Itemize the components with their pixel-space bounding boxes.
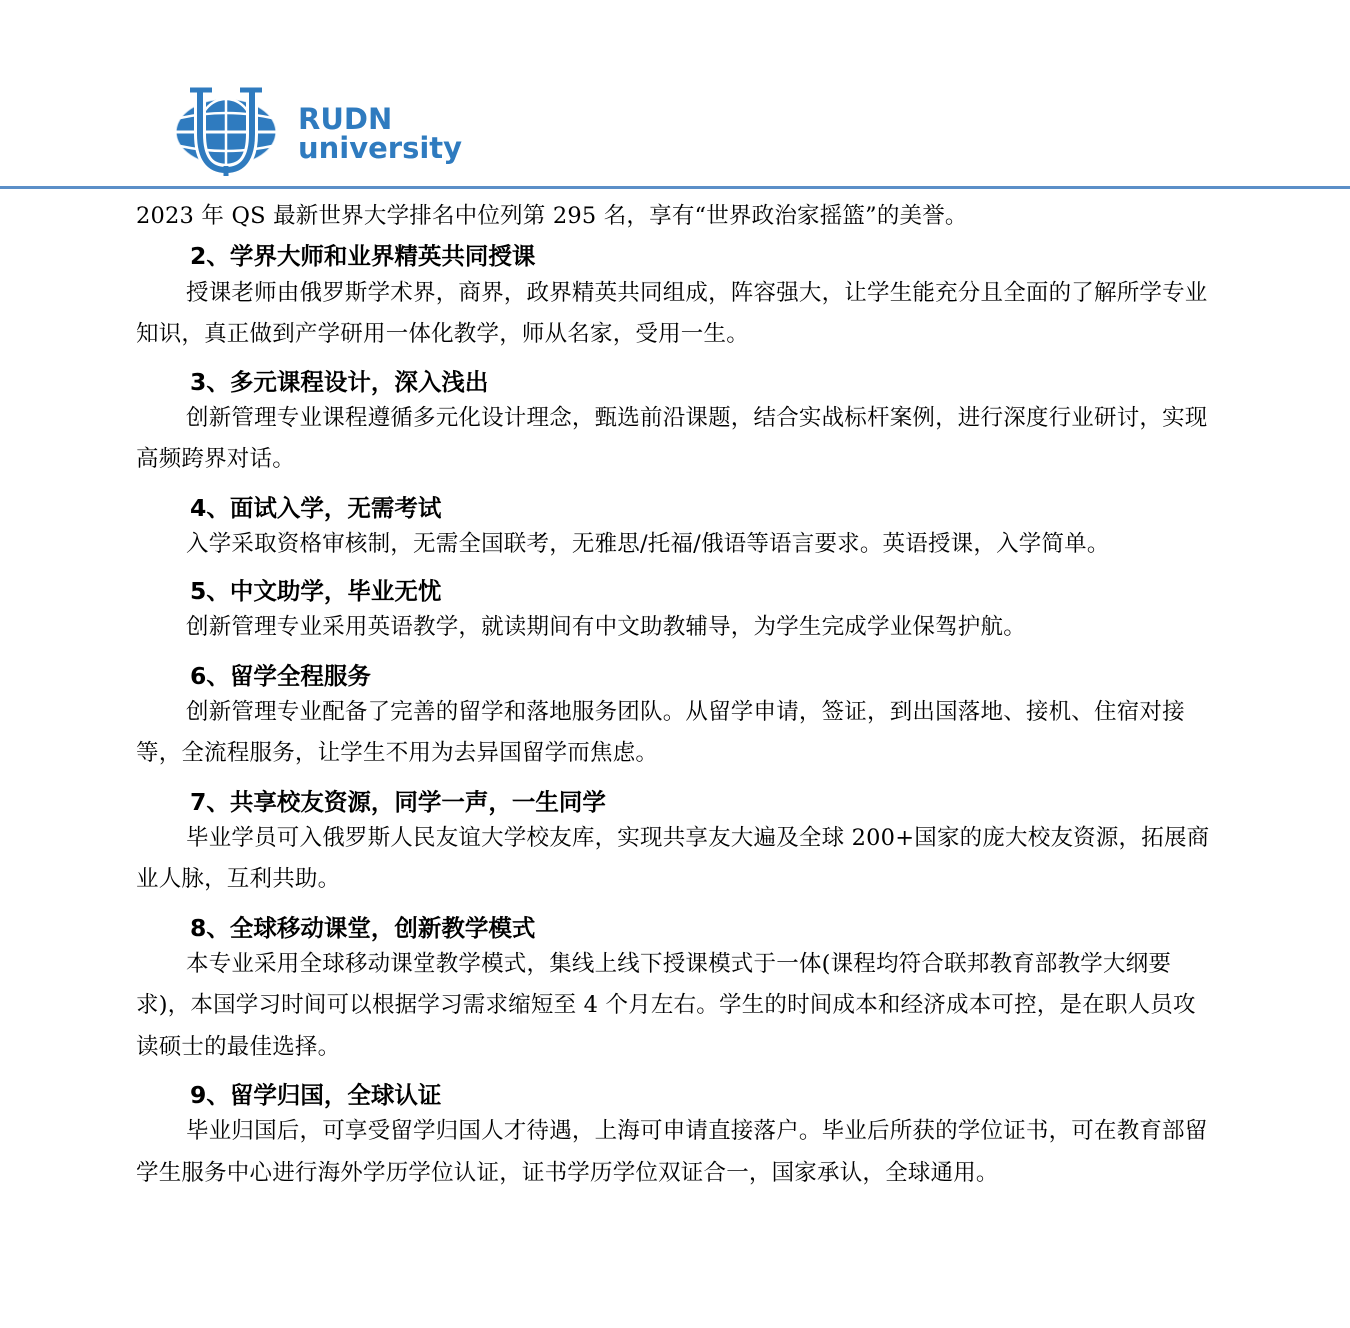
intro-paragraph-tail: 2023 年 QS 最新世界大学排名中位列第 295 名，享有“世界政治家摇篮”的美誉。 — [136, 203, 968, 229]
section-2-heading: 2、学界大师和业界精英共同授课 — [190, 241, 536, 270]
section-9-body: 毕业归国后，可享受留学归国人才待遇，上海可申请直接落户。毕业后所获的学位证书，可在教育部留学生服务中心进行海外学历学位认证，证书学历学位双证合一，国家承认，全球通用。 — [136, 1118, 1208, 1186]
section-7-heading: 7、共享校友资源，同学一声，一生同学 — [190, 787, 606, 816]
logo-word-rudn: RUDN — [298, 102, 393, 136]
section-6-body: 创新管理专业配备了完善的留学和落地服务团队。从留学申请，签证，到出国落地、接机、住宿对接等，全流程服务，让学生不用为去异国留学而焦虑。 — [136, 698, 1185, 766]
section-8-heading: 8、全球移动课堂，创新教学模式 — [190, 913, 536, 942]
section-4-heading: 4、面试入学，无需考试 — [190, 493, 442, 522]
section-3-body: 创新管理专业课程遵循多元化设计理念，甄选前沿课题，结合实战标杆案例，进行深度行业研讨，实现高频跨界对话。 — [136, 404, 1208, 472]
rudn-logo — [176, 86, 476, 176]
document-body — [136, 196, 1216, 1194]
section-4-body: 入学采取资格审核制，无需全国联考，无雅思/托福/俄语等语言要求。英语授课，入学简单。 — [186, 530, 1110, 557]
section-5-body: 创新管理专业采用英语教学，就读期间有中文助教辅导，为学生完成学业保驾护航。 — [186, 614, 1026, 640]
section-7-body: 毕业学员可入俄罗斯人民友谊大学校友库，实现共享友大遍及全球 200+国家的庞大校友资源，拓展商业人脉，互利共助。 — [136, 824, 1210, 892]
rudn-globe-icon — [176, 86, 476, 176]
section-9-heading: 9、留学归国，全球认证 — [190, 1081, 442, 1109]
section-3-heading: 3、多元课程设计，深入浅出 — [190, 367, 489, 396]
section-5-heading: 5、中文助学，毕业无忧 — [190, 577, 442, 605]
section-8-body: 本专业采用全球移动课堂教学模式，集线上线下授课模式于一体(课程均符合联邦教育部教学大纲要求)，本国学习时间可以根据学习需求缩短至 4 个月左右。学生的时间成本和经济成本可控，是在职人员攻读硕士的最佳选择。 — [136, 950, 1196, 1060]
logo-word-university: university — [298, 131, 463, 165]
section-2-body: 授课老师由俄罗斯学术界，商界，政界精英共同组成，阵容强大，让学生能充分且全面的了解所学专业知识，真正做到产学研用一体化教学，师从名家，受用一生。 — [136, 279, 1208, 347]
header-divider — [0, 186, 1350, 189]
section-6-heading: 6、留学全程服务 — [190, 661, 371, 690]
page-header — [0, 0, 1350, 190]
